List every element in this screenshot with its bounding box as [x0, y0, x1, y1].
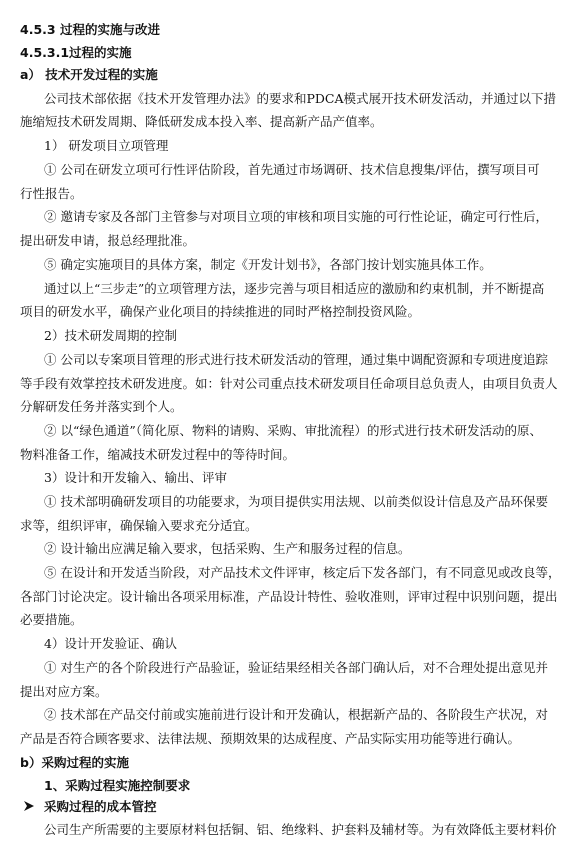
list-item-line: 物料准备工作，缩减技术研发过程中的等待时间。 [20, 447, 296, 462]
list-item-line: 等手段有效掌控技术研发进度。如：针对公司重点技术研发项目任命项目总负责人，由项目负责人 [20, 376, 558, 391]
list-title: 4）设计开发验证、确认 [44, 636, 177, 651]
list-item-line: ⑤ 确定实施项目的具体方案，制定《开发计划书》，各部门按计划实施具体工作。 [44, 257, 492, 272]
paragraph-line: 项目的研发水平，确保产业化项目的持续推进的同时严格控制投资风险。 [20, 304, 421, 319]
list-title: 1） 研发项目立项管理 [44, 138, 169, 153]
paragraph-line: 公司生产所需要的主要原材料包括铜、铝、绝缘料、护套料及辅材等。为有效降低主要材料价 [44, 822, 557, 837]
list-item-line: ② 以“绿色通道”（简化原、物料的请购、采购、审批流程）的形式进行技术研发活动的原、 [44, 423, 543, 438]
list-item-line: ① 对生产的各个阶段进行产品验证，验证结果经相关各部门确认后，对不合理处提出意见并 [44, 660, 548, 675]
list-item-line: 各部门讨论决定。设计输出各项采用标准，产品设计特性、验收准则，评审过程中识别问题，提出 [20, 589, 558, 604]
paragraph-line: 通过以上“三步走”的立项管理方法，逐步完善与项目相适应的激励和约束机制，并不断提高 [44, 281, 545, 296]
list-item-line: 求等，组织评审，确保输入要求充分适宜。 [20, 518, 258, 533]
subsection-heading-b: b）采购过程的实施 [20, 755, 129, 770]
list-item-line: ① 公司在研发立项可行性评估阶段，首先通过市场调研、技术信息搜集/评估，撰写项目可 [44, 162, 540, 177]
list-item-line: ⑤ 在设计和开发适当阶段，对产品技术文件评审，核定后下发各部门，有不同意见或改良等， [44, 565, 561, 580]
list-title: 2）技术研发周期的控制 [44, 328, 177, 343]
list-title: 3）设计和开发输入、输出、评审 [44, 470, 227, 485]
list-item-line: ② 邀请专家及各部门主管参与对项目立项的审核和项目实施的可行性论证，确定可行性后， [44, 209, 548, 224]
subsection-title-b1: 1、采购过程实施控制要求 [44, 778, 191, 793]
list-item-line: ① 技术部明确研发项目的功能要求，为项目提供实用法规、以前类似设计信息及产品环保要 [44, 494, 548, 509]
list-item-line: 分解研发任务并落实到个人。 [20, 399, 183, 414]
subsection-heading-a: a） 技术开发过程的实施 [20, 67, 158, 82]
list-item-line: 提出对应方案。 [20, 684, 108, 699]
list-item-line: 行性报告。 [20, 186, 83, 201]
list-item-line: 产品是否符合顾客要求、法律法规、预期效果的达成程度、产品实际实用功能等进行确认。 [20, 731, 521, 746]
list-item-line: ② 技术部在产品交付前或实施前进行设计和开发确认，根据新产品的、各阶段生产状况，对 [44, 707, 548, 722]
paragraph-line: 公司技术部依据《技术开发管理办法》的要求和PDCA模式展开技术研发活动，并通过以下措 [44, 91, 557, 106]
bullet-heading-cost-control: 采购过程的成本管控 [44, 799, 157, 814]
list-item-line: ① 公司以专案项目管理的形式进行技术研发活动的管理，通过集中调配资源和专项进度追踪 [44, 352, 548, 367]
list-item-line: 提出研发申请，报总经理批准。 [20, 233, 196, 248]
list-item-line: ② 设计输出应满足输入要求，包括采购、生产和服务过程的信息。 [44, 541, 411, 556]
paragraph-line: 施缩短技术研发周期、降低研发成本投入率、提高新产品产值率。 [20, 114, 383, 129]
section-heading-4-5-3-1: 4.5.3.1过程的实施 [20, 45, 132, 60]
section-heading-4-5-3: 4.5.3 过程的实施与改进 [20, 22, 160, 37]
list-item-line: 必要措施。 [20, 612, 83, 627]
